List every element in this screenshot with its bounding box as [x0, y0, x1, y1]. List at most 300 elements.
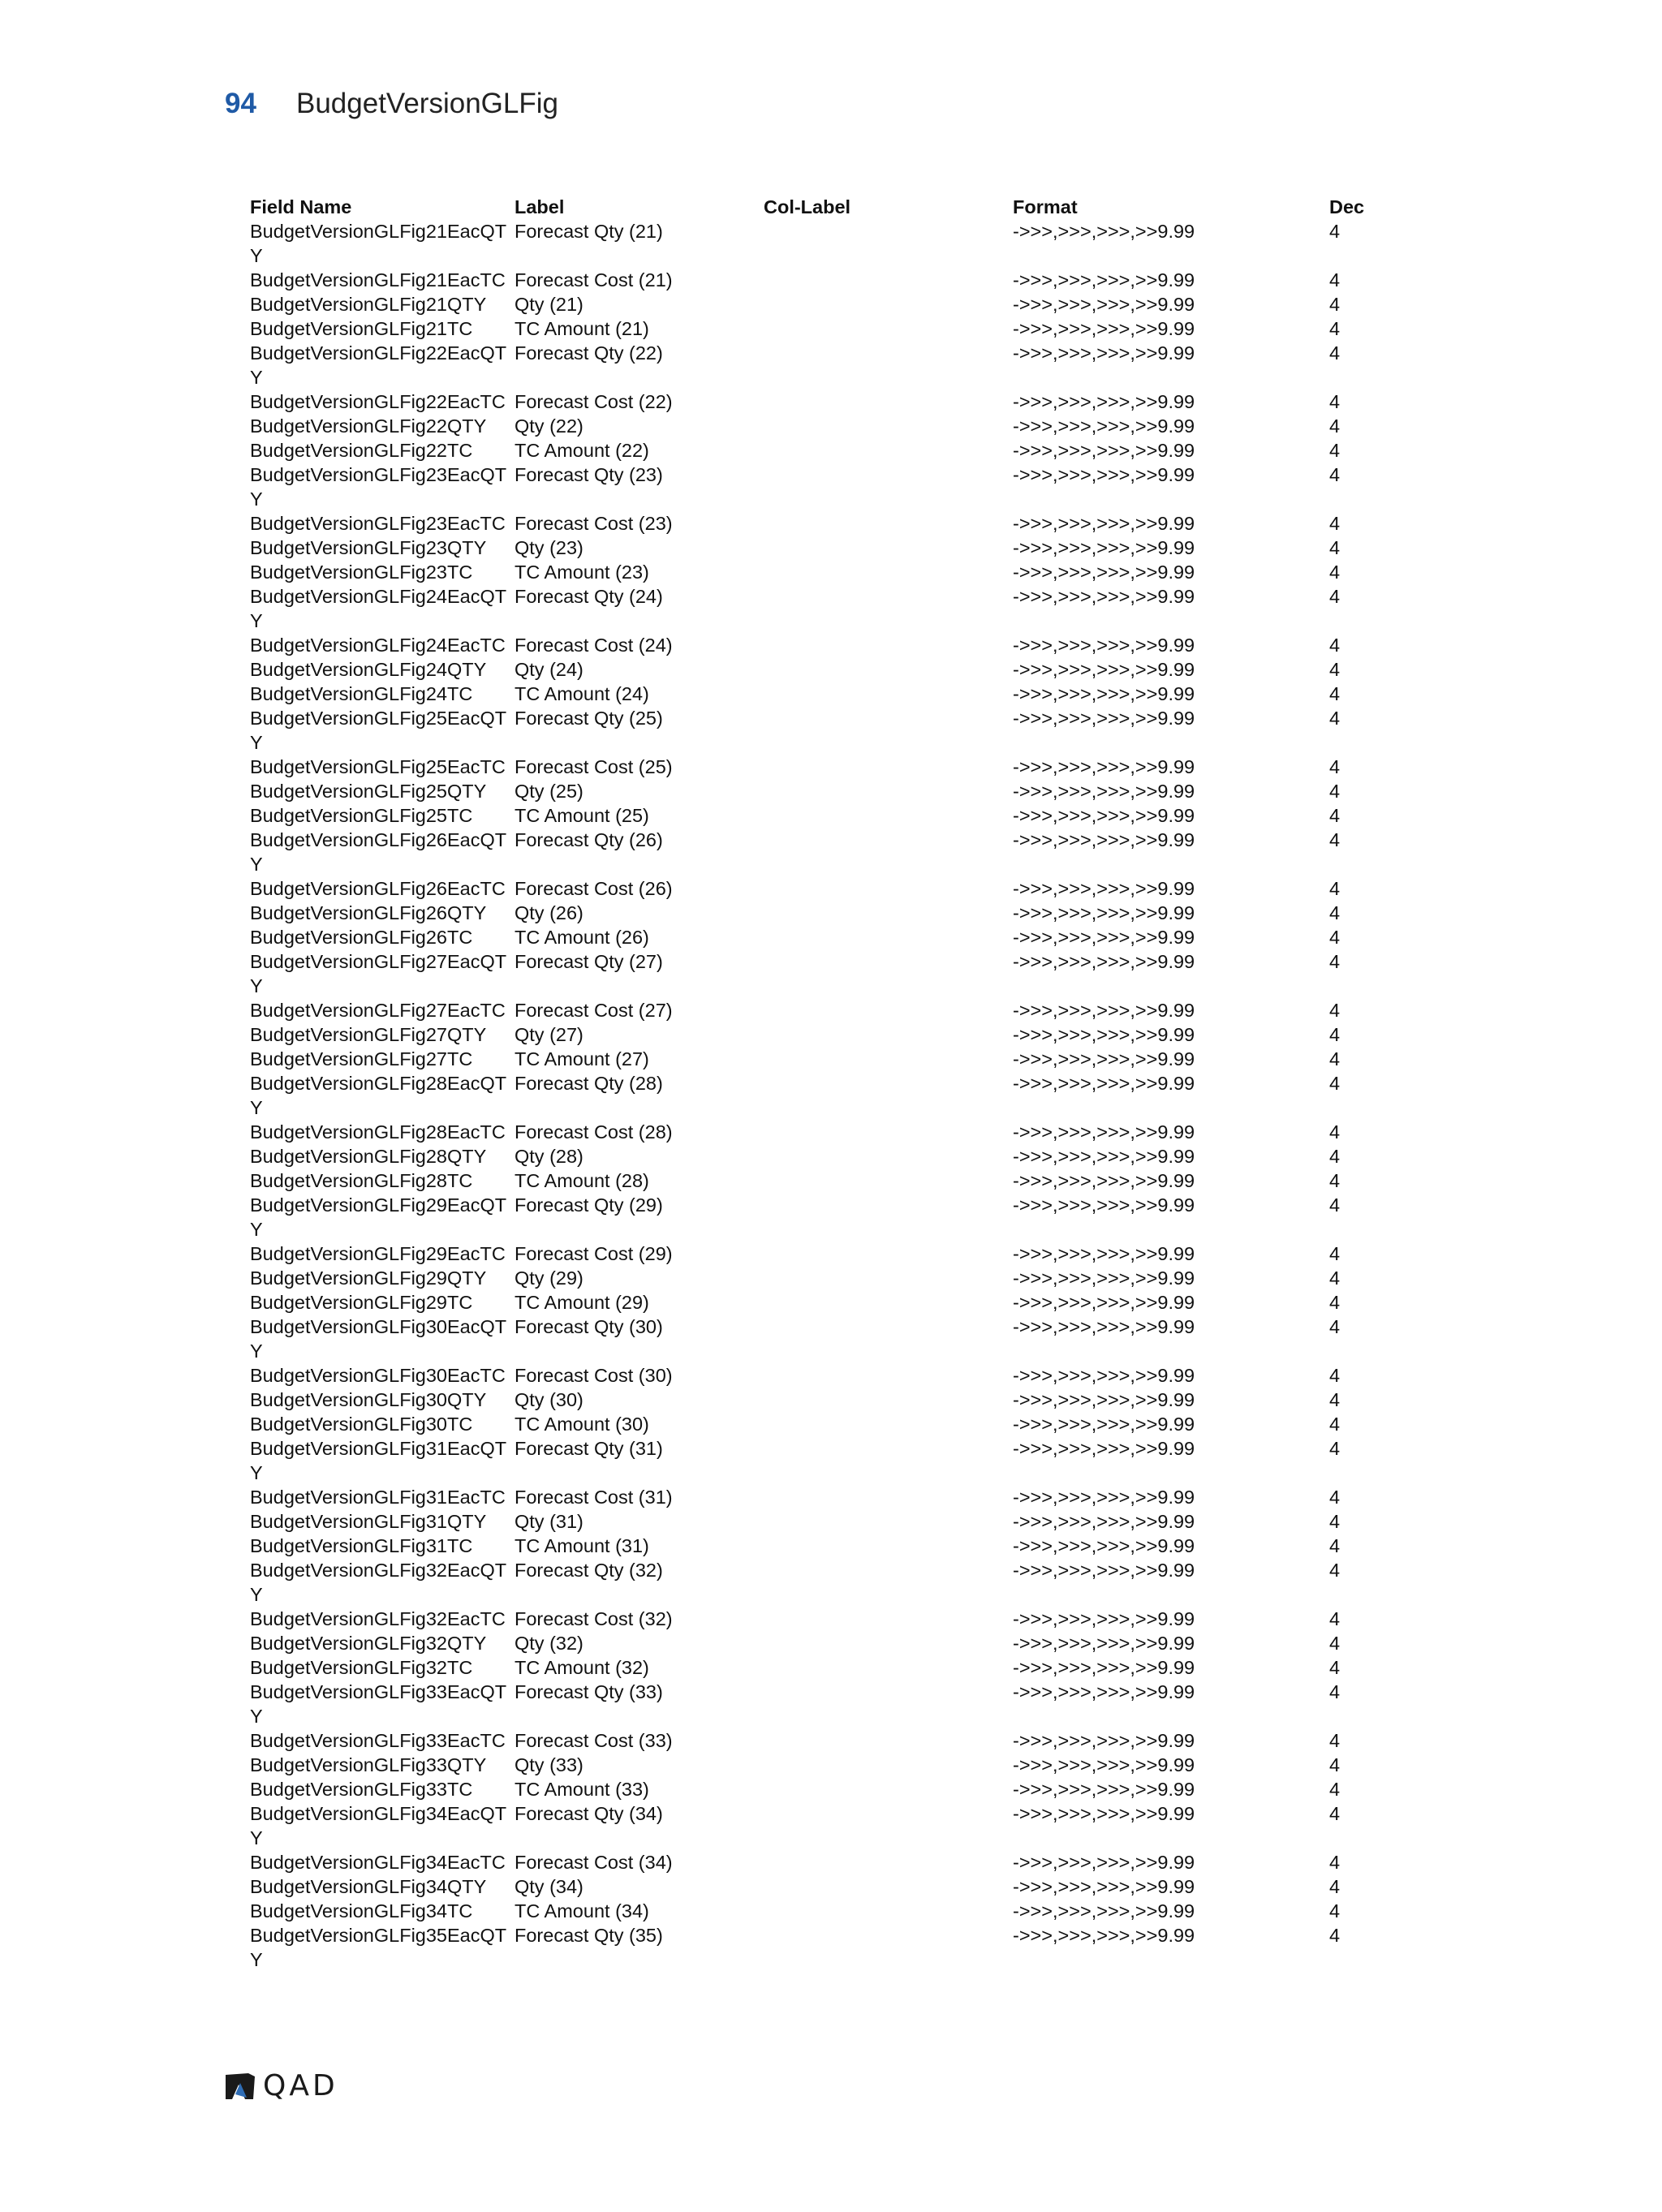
qad-logo-mark-icon [224, 2072, 256, 2101]
dec-cell: 4 [1329, 1024, 1341, 1045]
column-header-field-name: Field Name [250, 196, 352, 217]
label-cell: Forecast Cost (29) [515, 1243, 673, 1264]
table-row [250, 706, 1630, 755]
label-cell: Forecast Qty (23) [515, 464, 663, 485]
col-label-cell [764, 1631, 1013, 1655]
table-row [250, 1485, 1630, 1509]
table-row [250, 1874, 1630, 1899]
label-cell: Forecast Qty (28) [515, 1073, 663, 1094]
format-cell: ->>>,>>>,>>>,>>9.99 [1013, 586, 1195, 607]
label-cell: Forecast Qty (33) [515, 1681, 663, 1702]
table-row [250, 1193, 1630, 1242]
dec-cell: 4 [1329, 708, 1341, 729]
dec-cell: 4 [1329, 318, 1341, 339]
col-label-cell [764, 633, 1013, 657]
format-cell: ->>>,>>>,>>>,>>9.99 [1013, 1414, 1195, 1435]
dec-cell: 4 [1329, 829, 1341, 850]
col-label-cell [764, 1899, 1013, 1923]
page-header [225, 88, 558, 128]
column-header-col-label: Col-Label [764, 196, 851, 217]
label-cell: TC Amount (30) [515, 1414, 649, 1435]
table-row [250, 1801, 1630, 1850]
format-cell: ->>>,>>>,>>>,>>9.99 [1013, 1681, 1195, 1702]
dec-cell: 4 [1329, 1900, 1341, 1922]
field-name-cell: BudgetVersionGLFig21EacQTY [250, 221, 507, 266]
dec-cell: 4 [1329, 1316, 1341, 1337]
format-cell: ->>>,>>>,>>>,>>9.99 [1013, 318, 1195, 339]
format-cell: ->>>,>>>,>>>,>>9.99 [1013, 440, 1195, 461]
format-cell: ->>>,>>>,>>>,>>9.99 [1013, 1803, 1195, 1824]
col-label-cell [764, 438, 1013, 463]
dec-cell: 4 [1329, 805, 1341, 826]
dec-cell: 4 [1329, 951, 1341, 972]
table-row [250, 1509, 1630, 1534]
col-label-cell [764, 1850, 1013, 1874]
table-row [250, 1534, 1630, 1558]
label-cell: TC Amount (33) [515, 1779, 649, 1800]
table-row [250, 536, 1630, 560]
format-cell: ->>>,>>>,>>>,>>9.99 [1013, 415, 1195, 437]
field-name-cell: BudgetVersionGLFig22TC [250, 440, 473, 461]
table-row [250, 268, 1630, 292]
label-cell: Forecast Cost (24) [515, 635, 673, 656]
format-cell: ->>>,>>>,>>>,>>9.99 [1013, 1292, 1195, 1313]
dec-cell: 4 [1329, 635, 1341, 656]
col-label-cell [764, 584, 1013, 633]
dec-cell: 4 [1329, 1779, 1341, 1800]
dec-cell: 4 [1329, 464, 1341, 485]
format-cell: ->>>,>>>,>>>,>>9.99 [1013, 562, 1195, 583]
table-row [250, 1728, 1630, 1753]
dec-cell: 4 [1329, 756, 1341, 777]
table-row [250, 511, 1630, 536]
table-row [250, 219, 1630, 268]
format-cell: ->>>,>>>,>>>,>>9.99 [1013, 1316, 1195, 1337]
label-cell: Forecast Cost (22) [515, 391, 673, 412]
field-name-cell: BudgetVersionGLFig27TC [250, 1048, 473, 1069]
label-cell: Forecast Qty (30) [515, 1316, 663, 1337]
label-cell: TC Amount (31) [515, 1535, 649, 1556]
dec-cell: 4 [1329, 1267, 1341, 1289]
field-name-cell: BudgetVersionGLFig34TC [250, 1900, 473, 1922]
field-name-cell: BudgetVersionGLFig28TC [250, 1170, 473, 1191]
label-cell: Qty (21) [515, 294, 583, 315]
col-label-cell [764, 1728, 1013, 1753]
label-cell: Qty (23) [515, 537, 583, 558]
dec-cell: 4 [1329, 1487, 1341, 1508]
dec-cell: 4 [1329, 1852, 1341, 1873]
format-cell: ->>>,>>>,>>>,>>9.99 [1013, 1779, 1195, 1800]
col-label-cell [764, 1436, 1013, 1485]
field-name-cell: BudgetVersionGLFig27EacTC [250, 1000, 506, 1021]
format-cell: ->>>,>>>,>>>,>>9.99 [1013, 342, 1195, 364]
table-row [250, 1022, 1630, 1047]
format-cell: ->>>,>>>,>>>,>>9.99 [1013, 537, 1195, 558]
dec-cell: 4 [1329, 1048, 1341, 1069]
table-row [250, 560, 1630, 584]
format-cell: ->>>,>>>,>>>,>>9.99 [1013, 1535, 1195, 1556]
label-cell: TC Amount (32) [515, 1657, 649, 1678]
dec-cell: 4 [1329, 294, 1341, 315]
format-cell: ->>>,>>>,>>>,>>9.99 [1013, 221, 1195, 242]
col-label-cell [764, 1266, 1013, 1290]
dec-cell: 4 [1329, 1121, 1341, 1143]
label-cell: TC Amount (21) [515, 318, 649, 339]
col-label-cell [764, 1168, 1013, 1193]
field-table [250, 195, 1630, 1972]
field-name-cell: BudgetVersionGLFig30EacTC [250, 1365, 506, 1386]
label-cell: Forecast Cost (23) [515, 513, 673, 534]
format-cell: ->>>,>>>,>>>,>>9.99 [1013, 1876, 1195, 1897]
dec-cell: 4 [1329, 1438, 1341, 1459]
field-name-cell: BudgetVersionGLFig26EacTC [250, 878, 506, 899]
dec-cell: 4 [1329, 1389, 1341, 1410]
label-cell: Forecast Qty (35) [515, 1925, 663, 1946]
label-cell: Qty (24) [515, 659, 583, 680]
table-row [250, 1680, 1630, 1728]
table-row [250, 1071, 1630, 1120]
label-cell: Forecast Qty (26) [515, 829, 663, 850]
label-cell: Forecast Qty (24) [515, 586, 663, 607]
col-label-cell [764, 1777, 1013, 1801]
format-cell: ->>>,>>>,>>>,>>9.99 [1013, 951, 1195, 972]
col-label-cell [764, 949, 1013, 998]
field-name-cell: BudgetVersionGLFig30QTY [250, 1389, 487, 1410]
label-cell: TC Amount (25) [515, 805, 649, 826]
col-label-cell [764, 657, 1013, 682]
col-label-cell [764, 1290, 1013, 1315]
format-cell: ->>>,>>>,>>>,>>9.99 [1013, 1267, 1195, 1289]
col-label-cell [764, 828, 1013, 876]
table-row [250, 316, 1630, 341]
dec-cell: 4 [1329, 1535, 1341, 1556]
dec-cell: 4 [1329, 513, 1341, 534]
label-cell: Forecast Cost (21) [515, 269, 673, 290]
col-label-cell [764, 268, 1013, 292]
label-cell: TC Amount (29) [515, 1292, 649, 1313]
table-row [250, 1631, 1630, 1655]
field-name-cell: BudgetVersionGLFig30EacQTY [250, 1316, 507, 1362]
dec-cell: 4 [1329, 902, 1341, 923]
table-header-row [250, 195, 1630, 219]
table-row [250, 1120, 1630, 1144]
col-label-cell [764, 1534, 1013, 1558]
col-label-cell [764, 1655, 1013, 1680]
format-cell: ->>>,>>>,>>>,>>9.99 [1013, 1560, 1195, 1581]
field-name-cell: BudgetVersionGLFig29EacTC [250, 1243, 506, 1264]
format-cell: ->>>,>>>,>>>,>>9.99 [1013, 1487, 1195, 1508]
table-row [250, 1558, 1630, 1607]
field-name-cell: BudgetVersionGLFig23EacTC [250, 513, 506, 534]
dec-cell: 4 [1329, 1146, 1341, 1167]
dec-cell: 4 [1329, 391, 1341, 412]
label-cell: Qty (31) [515, 1511, 583, 1532]
table-row [250, 1266, 1630, 1290]
format-cell: ->>>,>>>,>>>,>>9.99 [1013, 1000, 1195, 1021]
field-name-cell: BudgetVersionGLFig25QTY [250, 781, 487, 802]
dec-cell: 4 [1329, 1608, 1341, 1629]
field-name-cell: BudgetVersionGLFig24EacQTY [250, 586, 507, 631]
label-cell: Forecast Cost (28) [515, 1121, 673, 1143]
label-cell: Qty (29) [515, 1267, 583, 1289]
format-cell: ->>>,>>>,>>>,>>9.99 [1013, 902, 1195, 923]
field-name-cell: BudgetVersionGLFig24QTY [250, 659, 487, 680]
table-row [250, 1899, 1630, 1923]
label-cell: Qty (33) [515, 1754, 583, 1775]
field-name-cell: BudgetVersionGLFig34QTY [250, 1876, 487, 1897]
format-cell: ->>>,>>>,>>>,>>9.99 [1013, 805, 1195, 826]
col-label-cell [764, 1071, 1013, 1120]
table-row [250, 463, 1630, 511]
field-name-cell: BudgetVersionGLFig34EacTC [250, 1852, 506, 1873]
dec-cell: 4 [1329, 1073, 1341, 1094]
dec-cell: 4 [1329, 586, 1341, 607]
table-row [250, 876, 1630, 901]
dec-cell: 4 [1329, 1681, 1341, 1702]
label-cell: Forecast Cost (31) [515, 1487, 673, 1508]
dec-cell: 4 [1329, 1194, 1341, 1216]
table-row [250, 1388, 1630, 1412]
dec-cell: 4 [1329, 1803, 1341, 1824]
dec-cell: 4 [1329, 659, 1341, 680]
format-cell: ->>>,>>>,>>>,>>9.99 [1013, 1438, 1195, 1459]
label-cell: Qty (22) [515, 415, 583, 437]
dec-cell: 4 [1329, 927, 1341, 948]
label-cell: Forecast Cost (30) [515, 1365, 673, 1386]
dec-cell: 4 [1329, 1754, 1341, 1775]
col-label-cell [764, 779, 1013, 803]
format-cell: ->>>,>>>,>>>,>>9.99 [1013, 1754, 1195, 1775]
col-label-cell [764, 292, 1013, 316]
table-row [250, 682, 1630, 706]
field-name-cell: BudgetVersionGLFig25TC [250, 805, 473, 826]
table-row [250, 1412, 1630, 1436]
format-cell: ->>>,>>>,>>>,>>9.99 [1013, 635, 1195, 656]
field-name-cell: BudgetVersionGLFig29TC [250, 1292, 473, 1313]
dec-cell: 4 [1329, 781, 1341, 802]
table-row [250, 1607, 1630, 1631]
col-label-cell [764, 341, 1013, 389]
page-number: 94 [225, 88, 256, 119]
field-name-cell: BudgetVersionGLFig23QTY [250, 537, 487, 558]
field-name-cell: BudgetVersionGLFig23TC [250, 562, 473, 583]
label-cell: Forecast Cost (26) [515, 878, 673, 899]
col-label-cell [764, 998, 1013, 1022]
format-cell: ->>>,>>>,>>>,>>9.99 [1013, 294, 1195, 315]
dec-cell: 4 [1329, 1170, 1341, 1191]
col-label-cell [764, 1874, 1013, 1899]
label-cell: TC Amount (34) [515, 1900, 649, 1922]
label-cell: Forecast Cost (27) [515, 1000, 673, 1021]
table-row [250, 1242, 1630, 1266]
table-row [250, 1436, 1630, 1485]
label-cell: Forecast Qty (27) [515, 951, 663, 972]
dec-cell: 4 [1329, 562, 1341, 583]
table-row [250, 657, 1630, 682]
field-name-cell: BudgetVersionGLFig27QTY [250, 1024, 487, 1045]
field-name-cell: BudgetVersionGLFig21EacTC [250, 269, 506, 290]
table-body [250, 219, 1630, 1972]
format-cell: ->>>,>>>,>>>,>>9.99 [1013, 269, 1195, 290]
format-cell: ->>>,>>>,>>>,>>9.99 [1013, 829, 1195, 850]
format-cell: ->>>,>>>,>>>,>>9.99 [1013, 781, 1195, 802]
dec-cell: 4 [1329, 1730, 1341, 1751]
format-cell: ->>>,>>>,>>>,>>9.99 [1013, 1048, 1195, 1069]
dec-cell: 4 [1329, 537, 1341, 558]
label-cell: Forecast Qty (25) [515, 708, 663, 729]
table-row [250, 438, 1630, 463]
table-row [250, 1363, 1630, 1388]
label-cell: Qty (28) [515, 1146, 583, 1167]
col-label-cell [764, 1047, 1013, 1071]
dec-cell: 4 [1329, 1000, 1341, 1021]
field-name-cell: BudgetVersionGLFig33EacQTY [250, 1681, 507, 1727]
col-label-cell [764, 1680, 1013, 1728]
format-cell: ->>>,>>>,>>>,>>9.99 [1013, 708, 1195, 729]
format-cell: ->>>,>>>,>>>,>>9.99 [1013, 683, 1195, 704]
field-name-cell: BudgetVersionGLFig29QTY [250, 1267, 487, 1289]
table-row [250, 1753, 1630, 1777]
label-cell: Forecast Qty (31) [515, 1438, 663, 1459]
dec-cell: 4 [1329, 440, 1341, 461]
qad-logo [224, 2069, 338, 2102]
table-row [250, 633, 1630, 657]
field-name-cell: BudgetVersionGLFig34EacQTY [250, 1803, 507, 1848]
label-cell: TC Amount (26) [515, 927, 649, 948]
format-cell: ->>>,>>>,>>>,>>9.99 [1013, 1389, 1195, 1410]
field-name-cell: BudgetVersionGLFig32TC [250, 1657, 473, 1678]
table-row [250, 755, 1630, 779]
table-row [250, 1047, 1630, 1071]
field-name-cell: BudgetVersionGLFig29EacQTY [250, 1194, 507, 1240]
format-cell: ->>>,>>>,>>>,>>9.99 [1013, 1633, 1195, 1654]
table-row [250, 341, 1630, 389]
label-cell: Qty (34) [515, 1876, 583, 1897]
col-label-cell [764, 1509, 1013, 1534]
format-cell: ->>>,>>>,>>>,>>9.99 [1013, 1900, 1195, 1922]
format-cell: ->>>,>>>,>>>,>>9.99 [1013, 1146, 1195, 1167]
dec-cell: 4 [1329, 878, 1341, 899]
col-label-cell [764, 803, 1013, 828]
field-name-cell: BudgetVersionGLFig31EacTC [250, 1487, 506, 1508]
label-cell: Forecast Cost (33) [515, 1730, 673, 1751]
col-label-cell [764, 1120, 1013, 1144]
field-name-cell: BudgetVersionGLFig26QTY [250, 902, 487, 923]
format-cell: ->>>,>>>,>>>,>>9.99 [1013, 1511, 1195, 1532]
table-row [250, 292, 1630, 316]
col-label-cell [764, 1315, 1013, 1363]
dec-cell: 4 [1329, 1925, 1341, 1946]
col-label-cell [764, 463, 1013, 511]
field-name-cell: BudgetVersionGLFig32EacQTY [250, 1560, 507, 1605]
col-label-cell [764, 925, 1013, 949]
table-row [250, 1144, 1630, 1168]
format-cell: ->>>,>>>,>>>,>>9.99 [1013, 1194, 1195, 1216]
field-name-cell: BudgetVersionGLFig22EacTC [250, 391, 506, 412]
label-cell: Forecast Qty (21) [515, 221, 663, 242]
field-name-cell: BudgetVersionGLFig33TC [250, 1779, 473, 1800]
table-row [250, 1923, 1630, 1972]
label-cell: Forecast Qty (29) [515, 1194, 663, 1216]
col-label-cell [764, 1801, 1013, 1850]
col-label-cell [764, 536, 1013, 560]
table-row [250, 1850, 1630, 1874]
field-name-cell: BudgetVersionGLFig31TC [250, 1535, 473, 1556]
col-label-cell [764, 1485, 1013, 1509]
table-row [250, 584, 1630, 633]
field-name-cell: BudgetVersionGLFig31EacQTY [250, 1438, 507, 1483]
col-label-cell [764, 1388, 1013, 1412]
format-cell: ->>>,>>>,>>>,>>9.99 [1013, 1024, 1195, 1045]
dec-cell: 4 [1329, 1560, 1341, 1581]
format-cell: ->>>,>>>,>>>,>>9.99 [1013, 464, 1195, 485]
format-cell: ->>>,>>>,>>>,>>9.99 [1013, 1073, 1195, 1094]
format-cell: ->>>,>>>,>>>,>>9.99 [1013, 878, 1195, 899]
field-name-cell: BudgetVersionGLFig30TC [250, 1414, 473, 1435]
column-header-format: Format [1013, 196, 1078, 217]
col-label-cell [764, 219, 1013, 268]
field-name-cell: BudgetVersionGLFig25EacTC [250, 756, 506, 777]
table-row [250, 998, 1630, 1022]
label-cell: Qty (30) [515, 1389, 583, 1410]
col-label-cell [764, 511, 1013, 536]
dec-cell: 4 [1329, 415, 1341, 437]
field-name-cell: BudgetVersionGLFig22EacQTY [250, 342, 507, 388]
table-row [250, 414, 1630, 438]
label-cell: Qty (32) [515, 1633, 583, 1654]
col-label-cell [764, 1144, 1013, 1168]
column-header-dec: Dec [1329, 196, 1365, 217]
format-cell: ->>>,>>>,>>>,>>9.99 [1013, 1170, 1195, 1191]
field-name-cell: BudgetVersionGLFig28EacTC [250, 1121, 506, 1143]
field-name-cell: BudgetVersionGLFig26TC [250, 927, 473, 948]
format-cell: ->>>,>>>,>>>,>>9.99 [1013, 927, 1195, 948]
col-label-cell [764, 1558, 1013, 1607]
col-label-cell [764, 682, 1013, 706]
col-label-cell [764, 1607, 1013, 1631]
label-cell: Forecast Qty (32) [515, 1560, 663, 1581]
col-label-cell [764, 560, 1013, 584]
col-label-cell [764, 316, 1013, 341]
format-cell: ->>>,>>>,>>>,>>9.99 [1013, 1365, 1195, 1386]
col-label-cell [764, 755, 1013, 779]
col-label-cell [764, 1923, 1013, 1972]
dec-cell: 4 [1329, 1633, 1341, 1654]
format-cell: ->>>,>>>,>>>,>>9.99 [1013, 391, 1195, 412]
field-name-cell: BudgetVersionGLFig26EacQTY [250, 829, 507, 875]
field-name-cell: BudgetVersionGLFig31QTY [250, 1511, 487, 1532]
field-name-cell: BudgetVersionGLFig21TC [250, 318, 473, 339]
table-row [250, 1777, 1630, 1801]
col-label-cell [764, 389, 1013, 414]
dec-cell: 4 [1329, 269, 1341, 290]
label-cell: Qty (27) [515, 1024, 583, 1045]
field-name-cell: BudgetVersionGLFig33EacTC [250, 1730, 506, 1751]
field-name-cell: BudgetVersionGLFig23EacQTY [250, 464, 507, 510]
dec-cell: 4 [1329, 1292, 1341, 1313]
label-cell: TC Amount (27) [515, 1048, 649, 1069]
format-cell: ->>>,>>>,>>>,>>9.99 [1013, 1121, 1195, 1143]
label-cell: TC Amount (28) [515, 1170, 649, 1191]
format-cell: ->>>,>>>,>>>,>>9.99 [1013, 756, 1195, 777]
format-cell: ->>>,>>>,>>>,>>9.99 [1013, 1243, 1195, 1264]
col-label-cell [764, 901, 1013, 925]
format-cell: ->>>,>>>,>>>,>>9.99 [1013, 1925, 1195, 1946]
qad-logo-text: QAD [263, 2069, 338, 2102]
column-header-label: Label [515, 196, 565, 217]
field-name-cell: BudgetVersionGLFig24EacTC [250, 635, 506, 656]
col-label-cell [764, 1193, 1013, 1242]
